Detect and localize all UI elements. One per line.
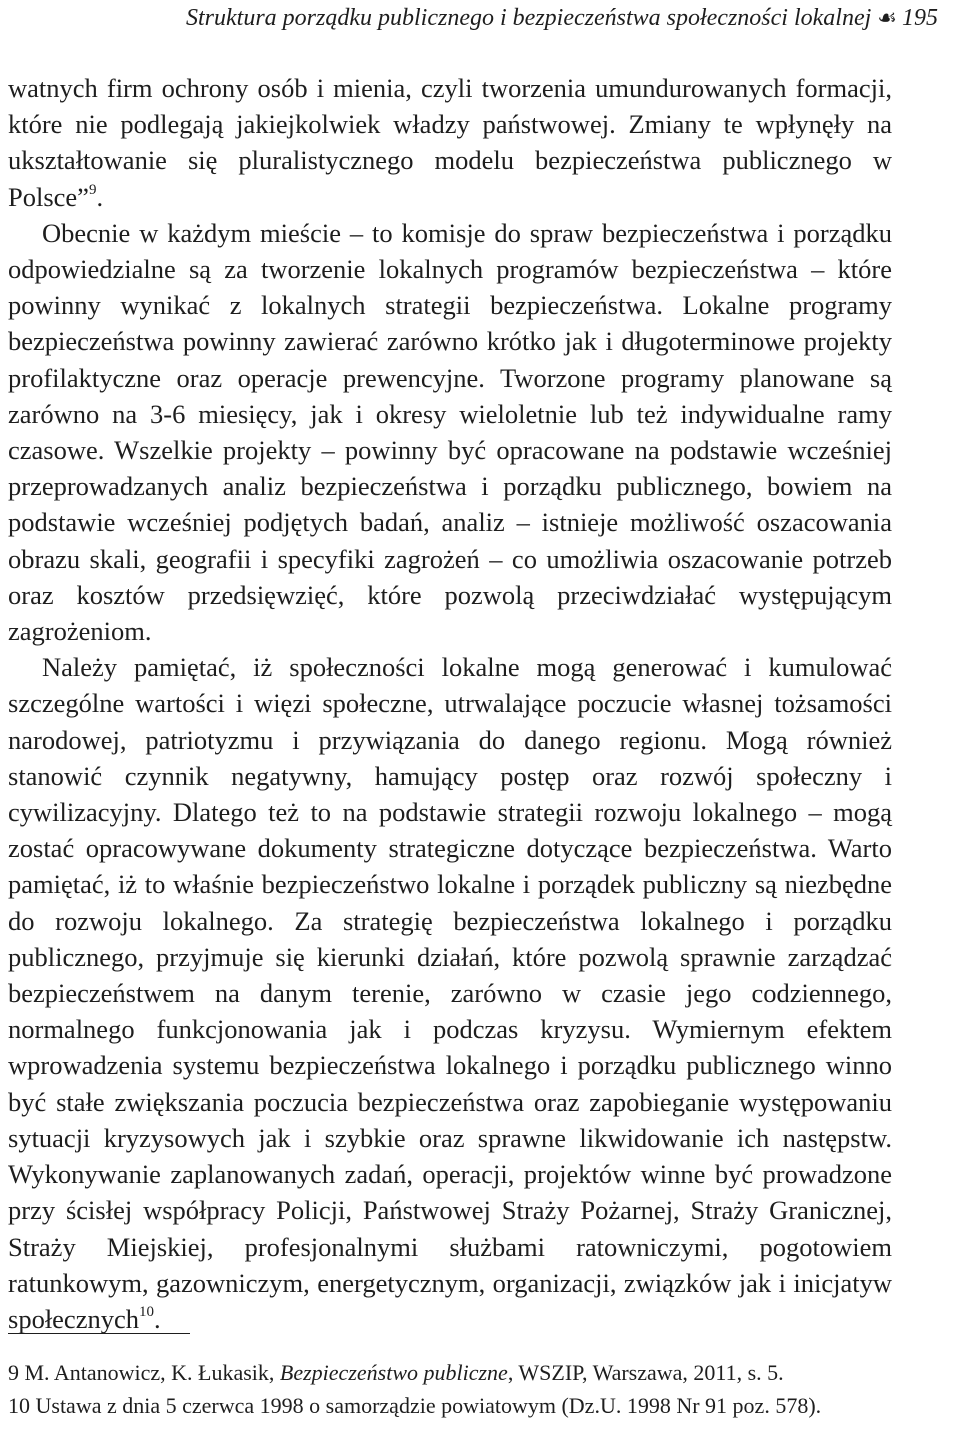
main-text [8,70,892,1337]
paragraph-1-end: . [96,181,104,212]
footnote-divider [8,1333,190,1334]
fleuron-icon: ☙ [877,5,897,30]
footnote-9-publisher: , WSZIP, Warszawa, 2011, s. 5. [507,1360,784,1385]
footnote-10: 10 Ustawa z dnia 5 czerwca 1998 o samorządzie powiatowym (Dz.U. 1998 Nr 91 poz. 578). [8,1393,822,1418]
footnote-9-title: Bezpieczeństwo publiczne [279,1360,508,1385]
footnote-9-authors: 9 M. Antanowicz, K. Łukasik, [8,1360,280,1385]
footnotes [8,1356,938,1422]
page-number: 195 [902,5,938,31]
paragraph-3-end: . [153,1303,161,1334]
paragraph-3-text: Należy pamiętać, iż społeczności lokalne mogą generować i kumulować szczególne wartości i więzi społeczne, utrwalające poczucie własnej tożsamości narodowej, patriotyzmu i przywiązania do danego regionu. Mogą również stanowić czynnik negatywny, hamujący postęp oraz rozwój społeczny i cywilizacyjny. Dlatego też to na podstawie strategii rozwoju lokalnego – mogą zostać opracowywane dokumenty strategiczne dotyczące bezpieczeństwa. Warto pamiętać, iż to właśnie bezpieczeństwo lokalne i porządek publiczny są niezbędne do rozwoju lokalnego. Za strategię bezpieczeństwa lokalnego i porządku publicznego, przyjmuje się kierunki działań, które pozwolą sprawnie zarządzać bezpieczeństwem na danym terenie, zarówno w czasie jego codziennego, normalnego funkcjonowania jak i podczas kryzysu. Wymiernym efektem wprowadzenia systemu bezpieczeństwa lokalnego i porządku publicznego winno być stałe zwiększania poczucia bezpieczeństwa oraz zapobieganie występowaniu sytuacji kryzysowych jak i szybkie oraz sprawne likwidowanie ich następstw. Wykonywanie zaplanowanych zadań, operacji, projektów winne być prowadzone przy ścisłej współpracy Policji, Państwowej Straży Pożarnej, Straży Granicznej, Straży Miejskiej, profesjonalnymi służbami ratowniczymi, pogotowiem ratunkowym, gazowniczym, energetycznym, organizacji, związków jak i inicjatyw społecznych [8,652,892,1334]
running-header [186,4,938,32]
running-title: Struktura porządku publicznego i bezpieczeństwa społeczności lokalnej [186,5,872,31]
footnote-ref-10[interactable]: 10 [138,1304,154,1321]
footnote-9 [8,1356,938,1389]
paragraph-3 [8,649,892,1337]
footnote-ref-9[interactable]: 9 [88,181,97,198]
paragraph-continued [8,70,892,215]
paragraph-2: Obecnie w każdym mieście – to komisje do spraw bezpieczeństwa i porządku odpowiedzialne są za tworzenie lokalnych programów bezpieczeństwa – które powinny wynikać z lokalnych strategii bezpieczeństwa. Lokalne programy bezpieczeństwa powinny zawierać zarówno krótko jak i długoterminowe projekty profilaktyczne oraz operacje prewencyjne. Tworzone programy planowane są zarówno na 3-6 miesięcy, jak i okresy wieloletnie lub też indywidualne ramy czasowe. Wszelkie projekty – powinny być opracowane na podstawie wcześniej przeprowadzanych analiz bezpieczeństwa i porządku publicznego, bowiem na podstawie wcześniej podjętych badań, analiz – istnieje możliwość oszacowania obrazu skali, geografii i specyfiki zagrożeń – co umożliwia oszacowanie potrzeb oraz kosztów przedsięwzięć, które pozwolą przeciwdziałać występującym zagrożeniom. [8,217,892,647]
paragraph-1-text: watnych firm ochrony osób i mienia, czyli tworzenia umundurowanych formacji, które nie podlegają jakiejkolwiek władzy państwowej. Zmiany te wpłynęły na ukształtowanie się pluralistycznego modelu bezpieczeństwa publicznego w Polsce” [8,73,892,212]
